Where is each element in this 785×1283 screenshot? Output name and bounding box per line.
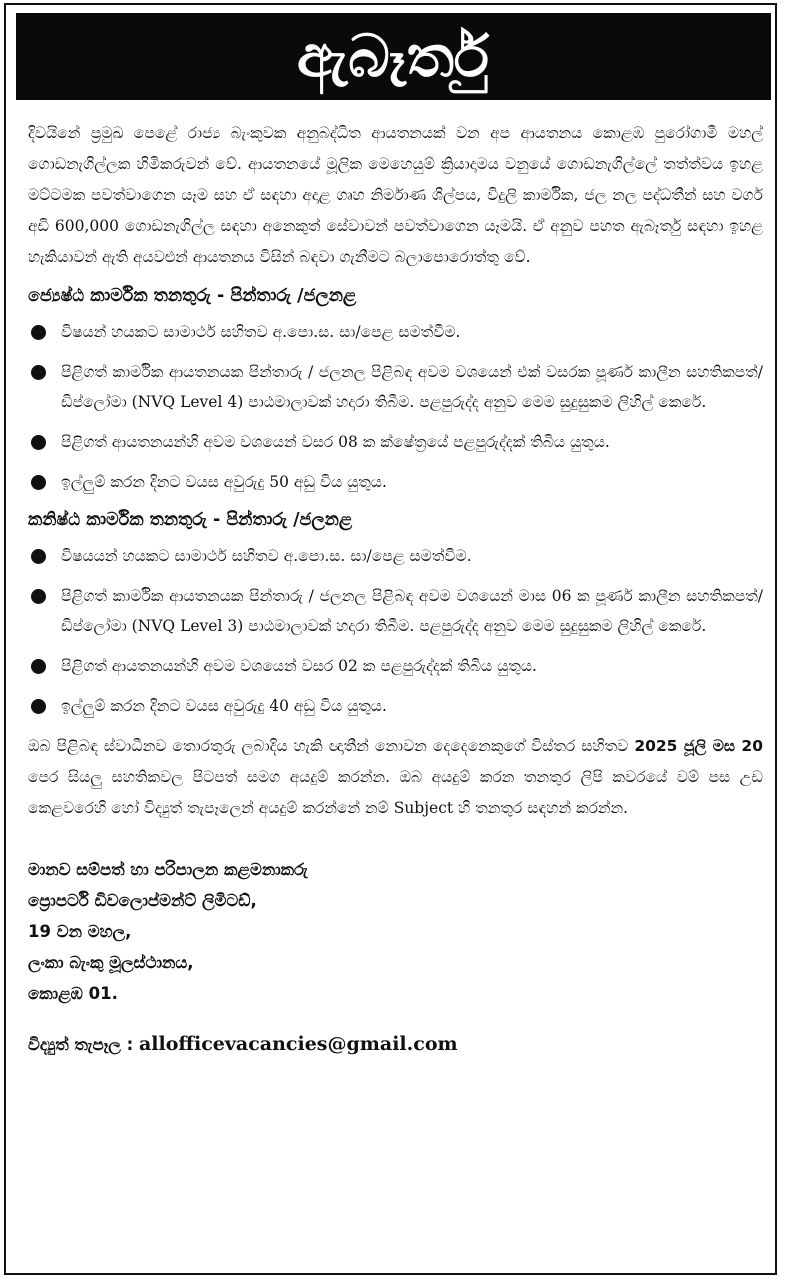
address-line: ප්‍රොපර්ටි ඩිවලොප්මන්ට් ලිමිටඩ්, — [28, 891, 257, 910]
requirement-text: ඉල්ලුම් කරන දිනට වයස අවුරුදු 50 අඩු විය යුතුය. — [61, 473, 387, 491]
requirement-text: විෂයන් හයකට සාමාර්ථ සහිතව අ.පො.ස. සා/පෙළ සමත්වීම. — [61, 323, 461, 341]
email-address[interactable]: allofficevacancies@gmail.com — [139, 1033, 458, 1055]
requirement-text: පිළිගත් කාර්මික ආයතනයක පින්තාරු / ජලනල පිළිබඳ අවම වශයෙන් මාස 06 ක පූර්ණ කාලීන සහතිකපත්/ ඩිප්ලෝමා (NVQ Level 3) පාඨමාලාවක් හදාරා තිබීම. පළපුරුද්ද අනුව මෙම සුදුසුකම ලිහිල් කෙරේ. — [61, 587, 763, 635]
list-item — [28, 317, 763, 347]
bullet-icon — [31, 475, 46, 490]
requirement-text: ඉල්ලුම් කරන දිනට වයස අවුරුදු 40 අඩු විය යුතුය. — [61, 697, 387, 715]
list-item — [28, 581, 763, 641]
senior-section — [28, 283, 763, 497]
advert-body — [28, 118, 763, 1060]
list-item — [28, 357, 763, 417]
section-title-junior: කනිෂ්ඨ කාර්මික තනතුරු - පින්තාරු /ජලනළ — [28, 510, 353, 530]
application-instructions — [28, 731, 763, 824]
bullet-icon — [31, 365, 46, 380]
address-line: මානව සම්පත් හා පරිපාලන කළමනාකරු — [28, 860, 308, 879]
requirement-text: පිළිගත් ආයතනයන්හි අවම වශයෙන් වසර 08 ක ක්ෂේත්‍රයේ පළපුරුද්දක් තිබිය යුතුය. — [61, 433, 610, 451]
instructions-part-2: පෙර සියලු සහතිකවල පිටපත් සමග අයදුම් කරන්න. ඔබ අයදුම් කරන තනතුර ලිපි කවරයේ වම් පස උඩ කෙළවරෙහි හෝ විද්‍යුත් තැපෑලෙන් අයදුම් කරන්නේ නම් Subject හි තනතුර සඳහන් කරන්න. — [28, 768, 763, 817]
bullet-icon — [31, 589, 46, 604]
list-item — [28, 427, 763, 457]
list-item — [28, 467, 763, 497]
intro-paragraph: දිවයිනේ ප්‍රමුඛ පෙළේ රාජ්‍ය බැංකුවක අනුබද්ධිත ආයතනයක් වන අප ආයතනය කොළඹ පුරෝගාමී මහල් ගොඩනැගිල්ලක හිමිකරුවන් වේ. ආයතනයේ මූලික මෙහෙයුම් ක්‍රියාදාමය වනුයේ ගොඩනැගිල්ලේ තත්ත්වය ඉහළ මට්ටමක පවත්වාගෙන යෑම සහ ඒ සඳහා අදාළ ගෘහ නිර්මාණ ශිල්පය, විදුලි කාර්මික, ජල නල පද්ධතීන් සහ වර්ග අඩි 600,000 ගොඩනැගිල්ල සඳහා අනෙකුත් සේවාවන් පවත්වාගෙන යෑමයි. ඒ අනුව පහත ඇබෑර්තු සඳහා ඉහළ හැකියාවන් ඇති අයවළුන් ආයතනය විසින් බඳවා ගැනීමට බලාපොරොත්තු වේ. — [28, 124, 763, 266]
junior-section — [28, 507, 763, 721]
bullet-icon — [31, 435, 46, 450]
instructions-part-1: ඔබ පිළිබඳ ස්වාධීනව තොරතුරු ලබාදිය හැකි ඥාතීන් නොවන දෙදෙනෙකුගේ විස්තර සහිතව — [28, 737, 635, 755]
application-deadline: 2025 ජූලි මස 20 — [634, 737, 764, 755]
requirement-text: විෂයයන් හයකට සාමාර්ථ සහිතව අ.පො.ස. සා/පෙළ සමත්වීම. — [61, 547, 472, 565]
bullet-icon — [31, 699, 46, 714]
requirement-text: පිළිගත් ආයතනයන්හි අවම වශයෙන් වසර 02 ක පළපුරුද්දක් තිබිය යුතුය. — [61, 657, 537, 675]
email-label: විද්‍යුත් තැපෑල : — [28, 1035, 139, 1054]
title-banner — [16, 13, 771, 100]
requirement-text: පිළිගත් කාර්මික ආයතනයක පින්තාරු / ජලනල පිළිබඳ අවම වශයෙන් එක් වසරක පූර්ණ කාලීන සහතිකපත්/ඩිප්ලෝමා (NVQ Level 4) පාඨමාලාවක් හදාරා තිබීම. පළපුරුද්ද අනුව මෙම සුදුසුකම ලිහිල් කෙරේ. — [61, 363, 763, 411]
postal-address — [28, 854, 763, 1009]
requirements-list-senior — [28, 317, 763, 497]
address-line: ලංකා බැංකු මූලස්ථානය, — [28, 953, 194, 972]
list-item — [28, 651, 763, 681]
bullet-icon — [31, 659, 46, 674]
address-line: කොළඹ 01. — [28, 984, 118, 1003]
requirements-list-junior — [28, 541, 763, 721]
address-line: 19 වන මහල, — [28, 922, 132, 941]
bullet-icon — [31, 325, 46, 340]
page-title: ඇබෑර්තු — [296, 22, 491, 90]
list-item — [28, 691, 763, 721]
email-contact — [28, 1029, 763, 1060]
bullet-icon — [31, 549, 46, 564]
list-item — [28, 541, 763, 571]
section-title-senior: ජ්‍යෙෂ්ඨ කාර්මික තනතුරු - පින්තාරු /ජලනළ — [28, 286, 357, 306]
